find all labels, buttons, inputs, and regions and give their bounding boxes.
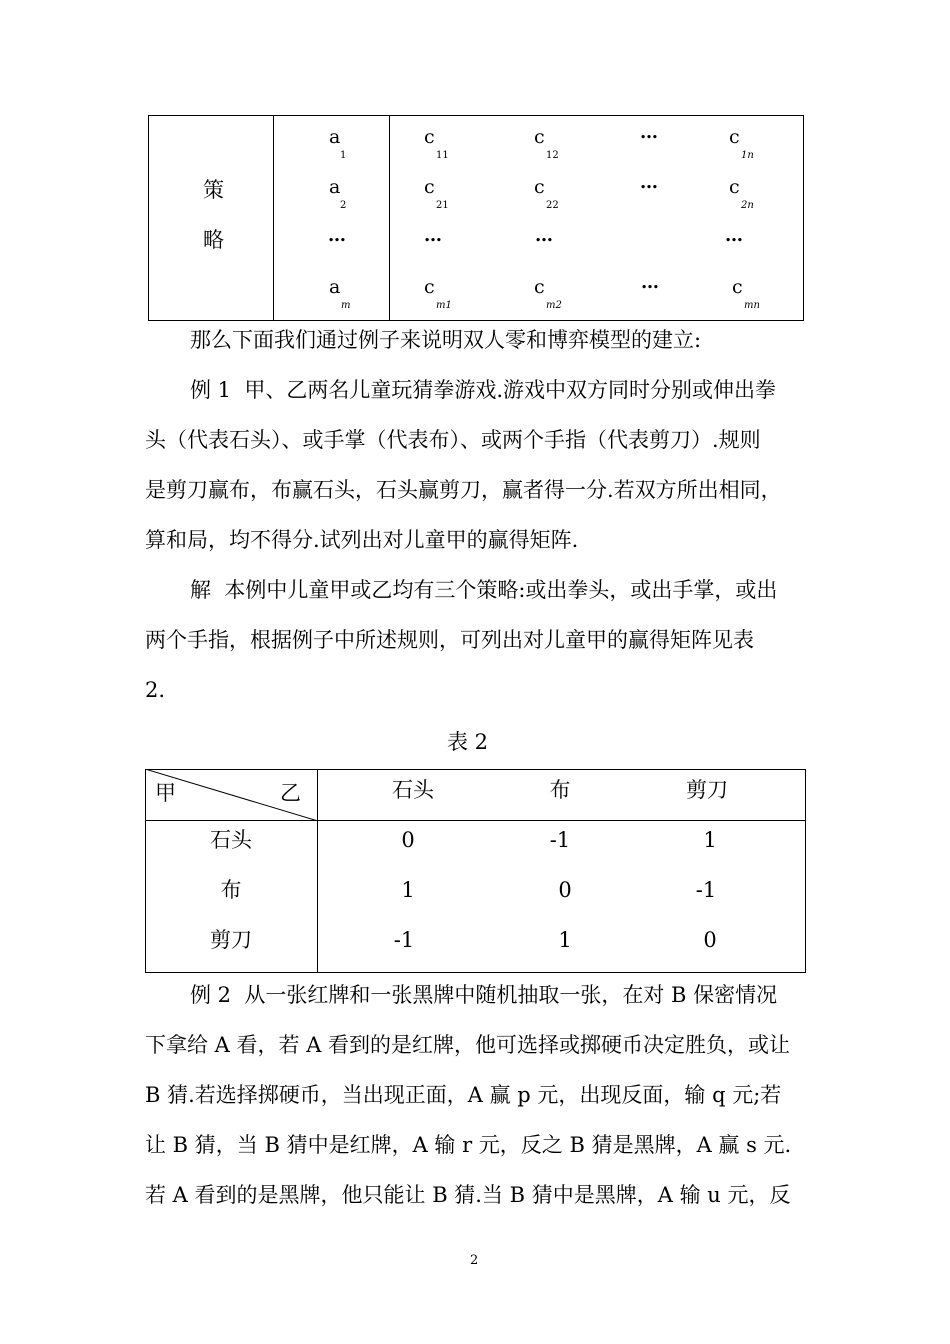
payoff-subscript: 12: [546, 150, 559, 161]
payoff-subscript: 21: [436, 200, 449, 211]
strategy-subscript: m: [341, 300, 351, 311]
table-border: [148, 320, 804, 321]
page-number: 2: [470, 1253, 479, 1268]
solution-line: 两个手指，根据例子中所述规则，可列出对儿童甲的赢得矩阵见表: [145, 628, 754, 652]
corner-col-label: 乙: [280, 781, 301, 805]
corner-row-label: 甲: [155, 781, 176, 805]
ellipsis: …: [328, 225, 346, 246]
row-header-label: 策: [203, 178, 224, 202]
table-caption: 表 2: [447, 730, 489, 754]
payoff-symbol: c: [424, 126, 435, 148]
table-border: [148, 115, 149, 321]
example-2-line: 让 B 猜，当 B 猜中是红牌，A 输 r 元，反之 B 猜是黑牌，A 赢 s 元.: [145, 1133, 792, 1157]
example-1-line: 算和局，均不得分.试列出对儿童甲的赢得矩阵.: [145, 528, 579, 552]
solution-line: 2.: [145, 678, 166, 702]
payoff-value: 1: [558, 928, 572, 952]
ellipsis: …: [641, 272, 659, 293]
row-header: 剪刀: [210, 928, 252, 952]
ellipsis: …: [535, 225, 553, 246]
solution-line: 解 本例中儿童甲或乙均有三个策略:或出拳头，或出手掌，或出: [190, 578, 778, 602]
payoff-value: 0: [401, 828, 415, 852]
payoff-subscript: 22: [546, 200, 559, 211]
payoff-symbol: c: [424, 176, 435, 198]
strategy-subscript: 1: [340, 150, 347, 161]
payoff-value: 1: [401, 878, 415, 902]
payoff-symbol: c: [424, 276, 435, 298]
example-1-line: 是剪刀赢布，布赢石头，石头赢剪刀，赢者得一分.若双方所出相同，: [145, 478, 782, 502]
ellipsis: …: [424, 225, 442, 246]
example-2-line: 下拿给 A 看，若 A 看到的是红牌，他可选择或掷硬币决定胜负，或让: [145, 1033, 791, 1057]
strategy-symbol: a: [329, 126, 341, 148]
example-2-line: 若 A 看到的是黑牌，他只能让 B 猜.当 B 猜中是黑牌，A 输 u 元，反: [145, 1183, 791, 1207]
strategy-subscript: 2: [340, 200, 347, 211]
payoff-subscript: mn: [744, 300, 760, 311]
payoff-subscript: m1: [436, 300, 452, 311]
ellipsis: …: [640, 172, 658, 193]
ellipsis: …: [725, 225, 743, 246]
table-border: [803, 115, 804, 321]
payoff-value: 0: [558, 878, 572, 902]
payoff-symbol: c: [729, 176, 740, 198]
example-2-line: 例 2 从一张红牌和一张黑牌中随机抽取一张，在对 B 保密情况: [190, 983, 778, 1007]
example-1-line: 例 1 甲、乙两名儿童玩猜拳游戏.游戏中双方同时分别或伸出拳: [190, 378, 777, 402]
payoff-value: 0: [703, 928, 717, 952]
example-2-line: B 猜.若选择掷硬币，当出现正面，A 赢 p 元，出现反面，输 q 元;若: [145, 1083, 782, 1107]
col-header: 剪刀: [686, 778, 728, 802]
col-header: 布: [549, 778, 571, 802]
payoff-value: -1: [695, 878, 717, 902]
table-border: [805, 769, 806, 973]
payoff-symbol: c: [534, 126, 545, 148]
intro-paragraph: 那么下面我们通过例子来说明双人零和博弈模型的建立:: [190, 328, 702, 352]
strategy-symbol: a: [329, 176, 341, 198]
payoff-subscript: m2: [546, 300, 562, 311]
ellipsis: …: [640, 122, 658, 143]
row-header: 石头: [210, 828, 252, 852]
table-border: [145, 972, 806, 973]
payoff-value: 1: [703, 828, 717, 852]
table-border: [389, 115, 390, 321]
payoff-symbol: c: [732, 276, 743, 298]
table-border: [148, 115, 804, 116]
payoff-subscript: 1n: [741, 150, 754, 161]
payoff-symbol: c: [534, 276, 545, 298]
payoff-subscript: 11: [436, 150, 449, 161]
row-header-label: 略: [203, 228, 224, 252]
strategy-symbol: a: [329, 276, 341, 298]
payoff-symbol: c: [729, 126, 740, 148]
example-1-line: 头（代表石头）、或手掌（代表布）、或两个手指（代表剪刀）.规则: [145, 428, 761, 452]
payoff-value: -1: [549, 828, 571, 852]
col-header: 石头: [392, 778, 434, 802]
payoff-value: -1: [393, 928, 415, 952]
row-header: 布: [220, 878, 242, 902]
payoff-subscript: 2n: [741, 200, 754, 211]
payoff-symbol: c: [534, 176, 545, 198]
table-border: [273, 115, 274, 321]
